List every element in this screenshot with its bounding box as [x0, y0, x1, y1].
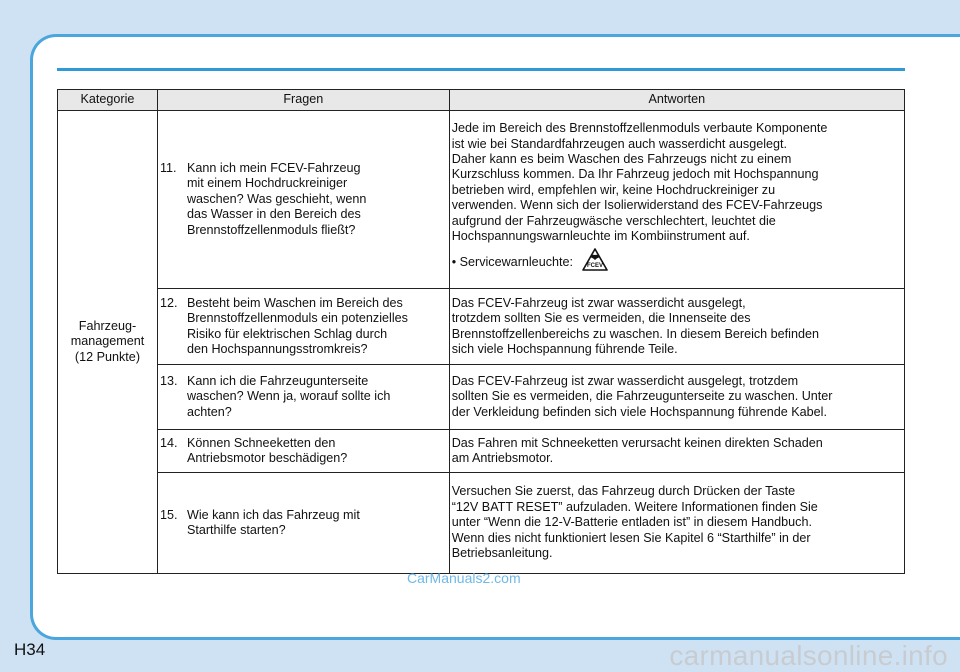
watermark-footer: carmanualsonline.info — [669, 640, 948, 671]
header-questions: Fragen — [157, 90, 449, 111]
answer-line: Brennstoffzellenbereichs zu waschen. In diesem Bereich befinden — [451, 326, 819, 341]
category-line: management — [70, 334, 145, 349]
table-row — [58, 473, 905, 574]
service-warning-bullet — [452, 247, 902, 277]
answer-cell — [449, 430, 904, 473]
answer-line: aufgrund der Fahrzeugwäsche verschlechtert, leuchtet die — [451, 213, 776, 228]
faq-table — [57, 89, 905, 574]
watermark-link[interactable]: CarManuals2.com — [407, 570, 521, 586]
question-number: 15. — [159, 507, 178, 522]
page-number: H34 — [14, 640, 46, 659]
question-line: Besteht beim Waschen im Bereich des — [186, 295, 403, 310]
category-line: Fahrzeug- — [78, 318, 137, 333]
table-row — [58, 430, 905, 473]
question-line: das Wasser in den Bereich des — [186, 207, 361, 222]
answer-line: Betriebsanleitung. — [451, 546, 553, 561]
question-cell — [157, 111, 449, 289]
question-cell — [157, 289, 449, 365]
question-cell — [157, 430, 449, 473]
question-line: Wie kann ich das Fahrzeug mit — [186, 507, 360, 522]
answer-line: trotzdem sollten Sie es vermeiden, die Innenseite des — [451, 311, 751, 326]
answer-line: verwenden. Wenn sich der Isolierwiderstand des FCEV-Fahrzeugs — [451, 198, 823, 213]
category-cell — [58, 111, 158, 574]
answer-line: Hochspannungswarnleuchte im Kombiinstrument auf. — [451, 229, 750, 244]
question-line: Risiko für elektrischen Schlag durch — [186, 326, 388, 341]
question-line: mit einem Hochdruckreiniger — [186, 176, 348, 191]
fcev-warning-icon — [581, 247, 609, 277]
header-answers: Antworten — [449, 90, 904, 111]
question-number: 12. — [159, 295, 178, 310]
question-line: waschen? Was geschieht, wenn — [186, 191, 367, 206]
answer-cell — [449, 473, 904, 574]
question-line: den Hochspannungsstromkreis? — [186, 341, 368, 356]
answer-line: sollten Sie es vermeiden, die Fahrzeugunterseite zu waschen. Unter — [451, 389, 833, 404]
table-row — [58, 365, 905, 430]
answer-line: Daher kann es beim Waschen des Fahrzeugs nicht zu einem — [451, 151, 792, 166]
answer-line: betrieben wird, empfehlen wir, keine Hochdruckreiniger zu — [451, 182, 776, 197]
answer-line: Wenn dies nicht funktioniert lesen Sie Kapitel 6 “Starthilfe” in der — [451, 530, 811, 545]
question-line: Kann ich mein FCEV-Fahrzeug — [186, 160, 361, 175]
question-line: Können Schneeketten den — [186, 435, 336, 450]
question-cell — [157, 473, 449, 574]
answer-line: sich viele Hochspannung führende Teile. — [451, 341, 678, 356]
question-number: 14. — [159, 435, 178, 450]
answer-line: Das Fahren mit Schneeketten verursacht keinen direkten Schaden — [451, 435, 823, 450]
answer-line: unter “Wenn die 12-V-Batterie entladen ist” in diesem Handbuch. — [451, 515, 812, 530]
answer-cell — [449, 365, 904, 430]
answer-cell — [449, 111, 904, 289]
answer-line: Versuchen Sie zuerst, das Fahrzeug durch Drücken der Taste — [451, 484, 796, 499]
table-row — [58, 111, 905, 289]
answer-line: am Antriebsmotor. — [451, 451, 554, 465]
answer-line: Kurzschluss kommen. Da Ihr Fahrzeug jedoch mit Hochspannung — [451, 167, 819, 182]
header-category: Kategorie — [58, 90, 158, 111]
table-row — [58, 289, 905, 365]
fcev-icon-label: FCEV — [586, 263, 604, 270]
question-line: Brennstoffzellenmoduls fließt? — [186, 222, 356, 237]
top-rule — [57, 68, 905, 71]
question-line: Kann ich die Fahrzeugunterseite — [186, 373, 369, 388]
answer-line: der Verkleidung befinden sich viele Hochspannung führende Kabel. — [451, 404, 827, 419]
answer-line: “12V BATT RESET” aufzuladen. Weitere Informationen finden Sie — [451, 499, 818, 514]
bullet-text: • Servicewarnleuchte: — [451, 254, 573, 269]
question-line: Antriebsmotor beschädigen? — [186, 451, 348, 465]
answer-line: Jede im Bereich des Brennstoffzellenmoduls verbaute Komponente — [451, 121, 828, 136]
question-cell — [157, 365, 449, 430]
question-line: Starthilfe starten? — [186, 523, 286, 537]
answer-line: ist wie bei Standardfahrzeugen auch wasserdicht ausgelegt. — [451, 136, 788, 151]
question-number: 11. — [159, 160, 177, 175]
answer-line: Das FCEV-Fahrzeug ist zwar wasserdicht ausgelegt, trotzdem — [451, 373, 799, 388]
question-line: Brennstoffzellenmoduls ein potenzielles — [186, 311, 408, 326]
question-line: waschen? Wenn ja, worauf sollte ich — [186, 389, 391, 404]
answer-cell — [449, 289, 904, 365]
category-line: (12 Punkte) — [74, 349, 141, 364]
answer-line: Das FCEV-Fahrzeug ist zwar wasserdicht ausgelegt, — [451, 295, 746, 310]
question-line: achten? — [186, 404, 232, 419]
table-header-row — [58, 90, 905, 111]
question-number: 13. — [159, 373, 178, 388]
